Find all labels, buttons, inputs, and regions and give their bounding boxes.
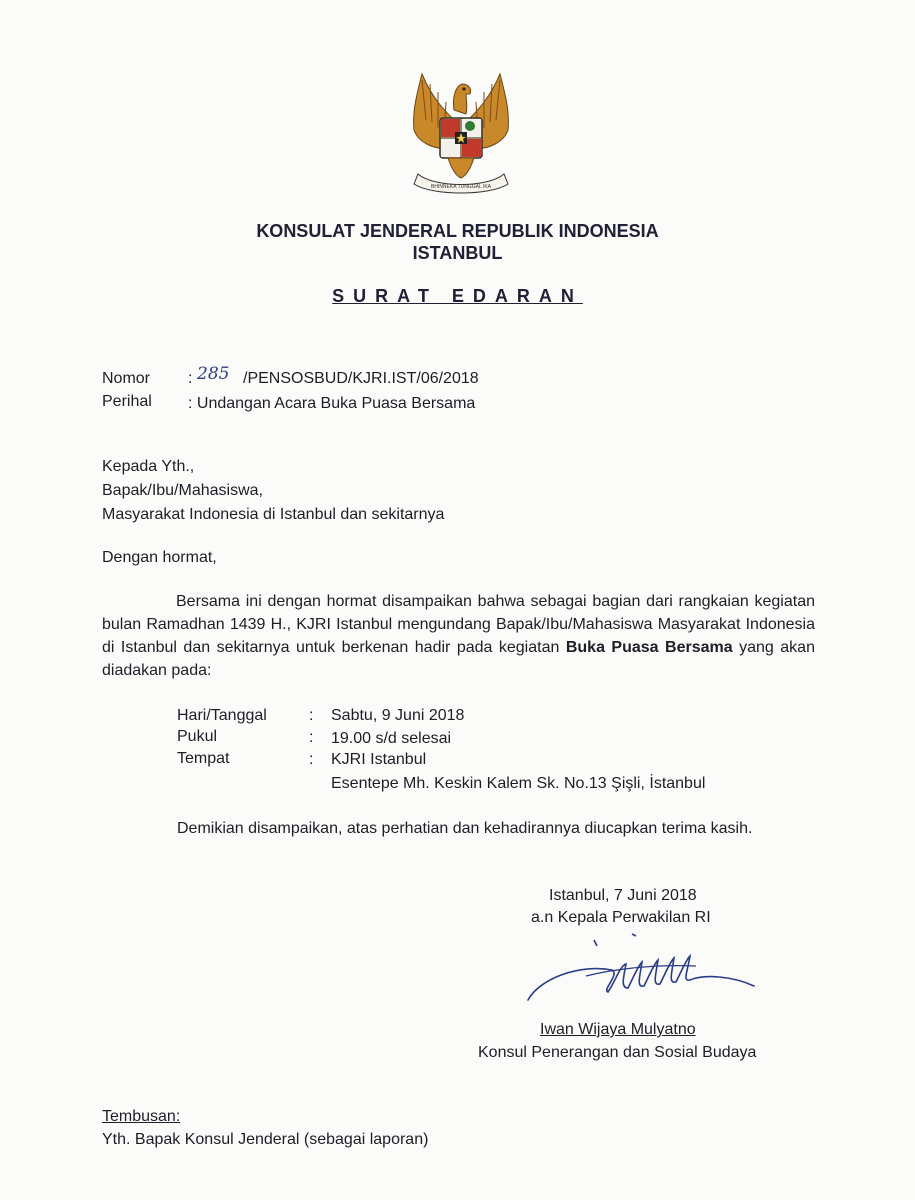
signature-place-date: Istanbul, 7 Juni 2018 (549, 887, 697, 904)
greeting: Dengan hormat, (102, 549, 217, 566)
signatory-name: Iwan Wijaya Mulyatno (540, 1021, 696, 1038)
body-text-after: yang akan diadakan pada: (102, 639, 815, 679)
nomor-label: Nomor (102, 370, 151, 387)
event-value-time: 19.00 s/d selesai (331, 730, 452, 747)
body-text-before: Bersama ini dengan hormat disampaikan bahwa sebagai bagian dari rangkaian kegiatan bulan Ramadhan 1439 H., KJRI Istanbul mengundang Bapak/Ibu/Mahasiswa Masyarakat Indonesia di Istanbul dan sekitarnya untuk berkenan hadir pada kegiatan (102, 593, 815, 656)
event-label-place: Tempat (177, 750, 230, 767)
document-title: SURAT EDARAN (332, 286, 583, 306)
event-label-date: Hari/Tanggal (177, 707, 267, 724)
body-bold-phrase: Buka Puasa Bersama (565, 639, 733, 656)
cc-label: Tembusan: (102, 1108, 181, 1125)
nomor-value: /PENSOSBUD/KJRI.IST/06/2018 (243, 370, 479, 387)
handwritten-signature (520, 930, 760, 1010)
event-sep-place: : (309, 751, 314, 768)
addressee-line-1: Kepada Yth., (102, 458, 195, 475)
body-paragraph (102, 590, 815, 682)
event-label-time: Pukul (177, 728, 218, 745)
event-sep-date: : (309, 707, 314, 724)
nomor-separator: : (188, 370, 193, 387)
signature-on-behalf: a.n Kepala Perwakilan RI (531, 909, 711, 926)
cc-line: Yth. Bapak Konsul Jenderal (sebagai laporan) (102, 1131, 429, 1148)
event-value-place: KJRI Istanbul (331, 751, 427, 768)
addressee-line-2: Bapak/Ibu/Mahasiswa, (102, 482, 263, 499)
addressee-line-3: Masyarakat Indonesia di Istanbul dan sekitarnya (102, 506, 445, 523)
event-value-date: Sabtu, 9 Juni 2018 (331, 707, 465, 724)
signatory-position: Konsul Penerangan dan Sosial Budaya (478, 1044, 757, 1061)
nomor-handwritten-number: 285 (197, 364, 230, 384)
institution-name: KONSULAT JENDERAL REPUBLIK INDONESIA (256, 221, 659, 241)
perihal-label: Perihal (102, 393, 152, 410)
garuda-pancasila-emblem (404, 70, 518, 198)
institution-city: ISTANBUL (412, 243, 503, 263)
event-sep-time: : (309, 729, 314, 746)
event-address: Esentepe Mh. Keskin Kalem Sk. No.13 Şişli, İstanbul (331, 775, 706, 792)
closing-sentence: Demikian disampaikan, atas perhatian dan kehadirannya diucapkan terima kasih. (177, 820, 753, 837)
emblem-motto: BHINNEKA TUNGGAL IKA (430, 184, 492, 190)
perihal-value: : Undangan Acara Buka Puasa Bersama (188, 395, 476, 412)
